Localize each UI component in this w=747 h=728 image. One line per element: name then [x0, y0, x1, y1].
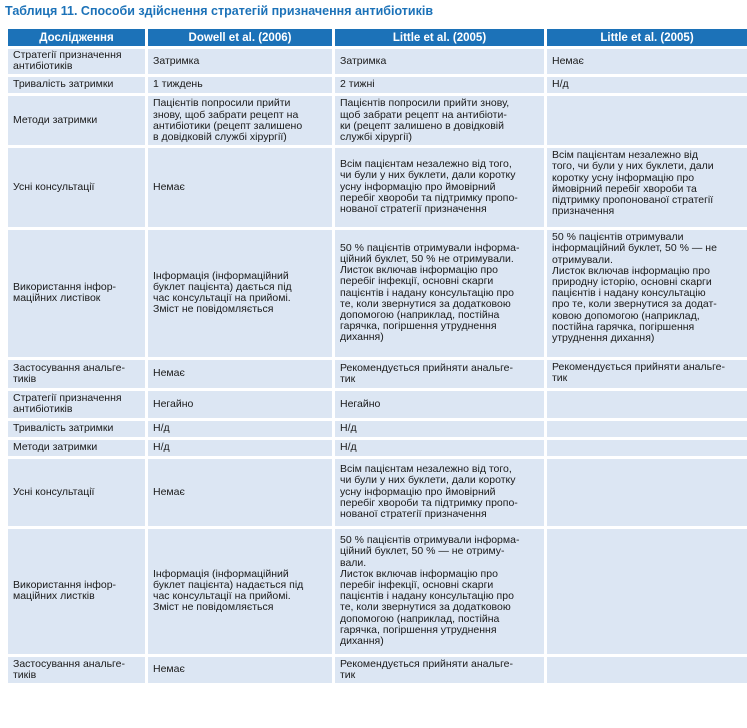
table-row [8, 421, 747, 437]
table-row [8, 459, 747, 526]
little-a-cell: 2 тижні [335, 77, 544, 93]
row-label-cell: Використання інфор- маційних листків [8, 529, 145, 654]
row-label-cell: Застосування анальге- тиків [8, 657, 145, 683]
little-a-cell: Рекомендується прийняти анальге- тик [335, 360, 544, 388]
little-b-cell [547, 421, 747, 437]
row-label-cell: Усні консультації [8, 148, 145, 227]
table-row [8, 360, 747, 388]
little-b-cell [547, 440, 747, 456]
table-row [8, 49, 747, 74]
little-b-cell [547, 96, 747, 145]
header-row [8, 29, 747, 46]
dowell-cell: Н/д [148, 440, 332, 456]
row-label-cell: Тривалість затримки [8, 77, 145, 93]
antibiotic-strategies-table [5, 26, 747, 686]
table-row [8, 148, 747, 227]
dowell-cell: 1 тиждень [148, 77, 332, 93]
little-a-cell: Негайно [335, 391, 544, 418]
little-a-cell: Рекомендується прийняти анальге- тик [335, 657, 544, 683]
dowell-cell: Інформація (інформаційний буклет пацієнта) дається під час консультації на прийомі. Зміст не повідомляється [148, 230, 332, 357]
dowell-cell: Немає [148, 459, 332, 526]
little-a-cell: Н/д [335, 421, 544, 437]
little-a-cell: 50 % пацієнтів отримували інформа- ційний буклет, 50 % не отримували. Листок включав інформацію про перебіг інфекції, основні скарги пацієнтів і надану консультацію про те, коли звернутися за додатковою допомогою (наприклад, постійна гарячка, погіршення утруднення дихання) [335, 230, 544, 357]
little-b-cell: Н/д [547, 77, 747, 93]
little-a-cell: Н/д [335, 440, 544, 456]
little-a-cell: Пацієнтів попросили прийти знову, щоб забрати рецепт на антибіоти- ки (рецепт залишено в довідковій службі хірургії) [335, 96, 544, 145]
column-header-little-2005-a: Little et al. (2005) [335, 29, 544, 46]
little-b-cell: 50 % пацієнтів отримували інформаційний буклет, 50 % — не отримували. Листок включав інформацію про природну історію, основні скарги пацієнтів і надану консультацію про те, коли звернутися за додат- ковою допомогою (наприклад, постійна гарячка, погіршення утруднення дихання) [547, 230, 747, 357]
table-row [8, 230, 747, 357]
little-b-cell: Немає [547, 49, 747, 74]
row-label-cell: Методи затримки [8, 96, 145, 145]
dowell-cell: Інформація (інформаційний буклет пацієнта) надається під час консультації на прийомі. Зміст не повідомляється [148, 529, 332, 654]
little-a-cell: Всім пацієнтам незалежно від того, чи були у них буклети, дали коротку усну інформацію про ймовірний перебіг хвороби та підтримку пропо- нованої стратегії призначення [335, 148, 544, 227]
row-label-cell: Методи затримки [8, 440, 145, 456]
little-b-cell [547, 459, 747, 526]
row-label-cell: Усні консультації [8, 459, 145, 526]
dowell-cell: Немає [148, 148, 332, 227]
column-header-dowell-2006: Dowell et al. (2006) [148, 29, 332, 46]
row-label-cell: Тривалість затримки [8, 421, 145, 437]
little-b-cell: Всім пацієнтам незалежно від того, чи були у них буклети, дали коротку усну інформацію про ймовірний перебіг хвороби та підтримку пропонованої стратегії призначення [547, 148, 747, 227]
little-b-cell [547, 529, 747, 654]
column-header-study: Дослідження [8, 29, 145, 46]
column-header-little-2005-b: Little et al. (2005) [547, 29, 747, 46]
table-row [8, 529, 747, 654]
row-label-cell: Стратегії призначення антибіотиків [8, 49, 145, 74]
table-row [8, 391, 747, 418]
table-row [8, 657, 747, 683]
dowell-cell: Н/д [148, 421, 332, 437]
dowell-cell: Немає [148, 360, 332, 388]
little-b-cell: Рекомендується прийняти анальге- тик [547, 360, 747, 388]
row-label-cell: Використання інфор- маційних листівок [8, 230, 145, 357]
dowell-cell: Затримка [148, 49, 332, 74]
little-b-cell [547, 657, 747, 683]
little-a-cell: Затримка [335, 49, 544, 74]
table-row [8, 96, 747, 145]
little-b-cell [547, 391, 747, 418]
table-row [8, 440, 747, 456]
little-a-cell: 50 % пацієнтів отримували інформа- ційний буклет, 50 % — не отриму- вали. Листок включав інформацію про перебіг інфекції, основні скарги пацієнтів і надану консультацію про те, коли звернутися за додатковою допомогою (наприклад, постійна гарячка, погіршення утруднення дихання) [335, 529, 544, 654]
table-row [8, 77, 747, 93]
row-label-cell: Застосування анальге- тиків [8, 360, 145, 388]
row-label-cell: Стратегії призначення антибіотиків [8, 391, 145, 418]
little-a-cell: Всім пацієнтам незалежно від того, чи були у них буклети, дали коротку усну інформацію про ймовірний перебіг хвороби та підтримку пропо- нованої стратегії призначення [335, 459, 544, 526]
dowell-cell: Немає [148, 657, 332, 683]
table-title: Таблиця 11. Способи здійснення стратегій призначення антибіотиків [5, 4, 434, 18]
dowell-cell: Пацієнтів попросили прийти знову, щоб забрати рецепт на антибіотики (рецепт залишено в довідковій службі хірургії) [148, 96, 332, 145]
dowell-cell: Негайно [148, 391, 332, 418]
